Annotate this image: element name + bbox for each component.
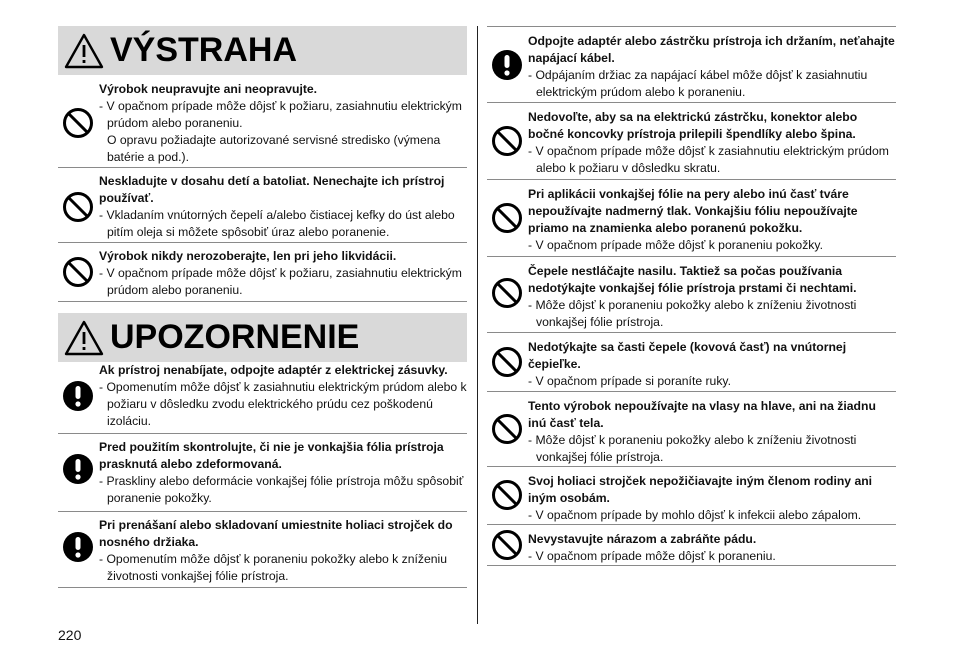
item-heading: Pri prenášaní alebo skladovaní umiestnite holiaci strojček do nosného držiaka. <box>99 518 453 549</box>
mandatory-icon <box>491 49 523 81</box>
item-note: - Môže dôjsť k poraneniu pokožky alebo k zníženiu životnosti vonkajšej fólie prístroja. <box>528 298 857 329</box>
prohibition-icon <box>491 125 523 157</box>
item-note: - Môže dôjsť k poraneniu pokožky alebo k zníženiu životnosti vonkajšej fólie prístroja. <box>528 433 857 464</box>
column-divider <box>477 26 478 624</box>
item-note: - V opačnom prípade si poraníte ruky. <box>528 374 732 388</box>
item-heading: Nevystavujte nárazom a zabráňte pádu. <box>528 532 757 546</box>
item-note: - V opačnom prípade môže dôjsť k požiaru, zasiahnutiu elektrickým prúdom alebo poraneniu. <box>99 99 462 130</box>
item-note: - V opačnom prípade môže dôjsť k požiaru, zasiahnutiu elektrickým prúdom alebo poraneniu. <box>99 266 462 297</box>
mandatory-icon <box>62 531 94 563</box>
item-note: - V opačnom prípade môže dôjsť k poraneniu. <box>528 549 776 563</box>
item-note: - Praskliny alebo deformácie vonkajšej fólie prístroja môžu spôsobiť poranenie pokožky. <box>99 474 464 505</box>
item-extra: O opravu požiadajte autorizované servisné stredisko (výmena batérie a pod.). <box>107 133 441 164</box>
prohibition-icon <box>491 202 523 234</box>
prohibition-icon <box>491 529 523 561</box>
caution-item <box>487 467 896 525</box>
caution-item <box>487 180 896 257</box>
item-heading: Nedotýkajte sa časti čepele (kovová časť) na vnútornej čepieľke. <box>528 340 847 371</box>
warning-triangle-icon <box>64 33 104 69</box>
item-heading: Nedovoľte, aby sa na elektrickú zástrčku, konektor alebo bočné koncovky prístroja prilepili špendlíky alebo špina. <box>528 110 858 141</box>
warning-title: VÝSTRAHA <box>110 31 298 69</box>
prohibition-icon <box>62 107 94 139</box>
prohibition-icon <box>491 277 523 309</box>
warning-triangle-icon <box>64 320 104 356</box>
prohibition-icon <box>491 479 523 511</box>
warning-item <box>58 167 467 243</box>
caution-item <box>58 356 467 434</box>
caution-item <box>487 257 896 333</box>
item-note: - Opomenutím môže dôjsť k zasiahnutiu elektrickým prúdom alebo k požiaru v dôsledku zvodu elektrického prúdu cez poškodenú izoláciu. <box>99 380 467 428</box>
item-heading: Odpojte adaptér alebo zástrčku prístroja ich držaním, neťahajte napájací kábel. <box>528 34 895 65</box>
prohibition-icon <box>62 256 94 288</box>
prohibition-icon <box>491 413 523 445</box>
mandatory-icon <box>62 380 94 412</box>
warning-header <box>58 26 467 75</box>
item-heading: Výrobok nikdy nerozoberajte, len pri jeho likvidácii. <box>99 249 397 263</box>
caution-item <box>58 511 467 588</box>
item-note: - Odpájaním držiac za napájací kábel môže dôjsť k zasiahnutiu elektrickým prúdom alebo k poraneniu. <box>528 68 868 99</box>
caution-item <box>58 433 467 512</box>
item-heading: Výrobok neupravujte ani neopravujte. <box>99 82 318 96</box>
caution-item <box>487 27 896 103</box>
warning-item <box>58 75 467 168</box>
caution-title: UPOZORNENIE <box>110 318 360 356</box>
item-note: - V opačnom prípade môže dôjsť k poraneniu pokožky. <box>528 238 823 252</box>
caution-header <box>58 313 467 362</box>
item-note: - V opačnom prípade by mohlo dôjsť k infekcii alebo zápalom. <box>528 508 862 522</box>
item-note: - V opačnom prípade môže dôjsť k zasiahnutiu elektrickým prúdom alebo k požiaru v dôsledku skratu. <box>528 144 889 175</box>
mandatory-icon <box>62 453 94 485</box>
item-heading: Pred použitím skontrolujte, či nie je vonkajšia fólia prístroja prasknutá alebo zdeformovaná. <box>99 440 444 471</box>
prohibition-icon <box>491 346 523 378</box>
caution-item <box>487 392 896 467</box>
item-heading: Neskladujte v dosahu detí a batoliat. Nenechajte ich prístroj používať. <box>99 174 445 205</box>
item-note: - Opomenutím môže dôjsť k poraneniu pokožky alebo k zníženiu životnosti vonkajšej fólie prístroja. <box>99 552 448 583</box>
caution-item <box>487 333 896 392</box>
prohibition-icon <box>62 191 94 223</box>
page-number: 220 <box>58 627 82 643</box>
item-heading: Pri aplikácii vonkajšej fólie na pery alebo inú časť tváre nepoužívajte nadmerný tlak. Vonkajšiu fóliu nepoužívajte priamo na znamienka alebo poranenú pokožku. <box>528 187 858 235</box>
item-heading: Tento výrobok nepoužívajte na vlasy na hlave, ani na žiadnu inú časť tela. <box>528 399 876 430</box>
right-column <box>487 26 896 563</box>
caution-item <box>487 525 896 566</box>
item-heading: Čepele nestláčajte nasilu. Taktiež sa počas používania nedotýkajte vonkajšej fólie prístroja prstami či nechtami. <box>528 264 857 295</box>
item-heading: Ak prístroj nenabíjate, odpojte adaptér z elektrickej zásuvky. <box>99 363 448 377</box>
item-heading: Svoj holiaci strojček nepožičiavajte iným členom rodiny ani iným osobám. <box>528 474 873 505</box>
warning-item <box>58 242 467 302</box>
caution-item <box>487 103 896 180</box>
item-note: - Vkladaním vnútorných čepelí a/alebo čistiacej kefky do úst alebo pitím oleja si môžete spôsobiť úraz alebo poranenie. <box>99 208 455 239</box>
